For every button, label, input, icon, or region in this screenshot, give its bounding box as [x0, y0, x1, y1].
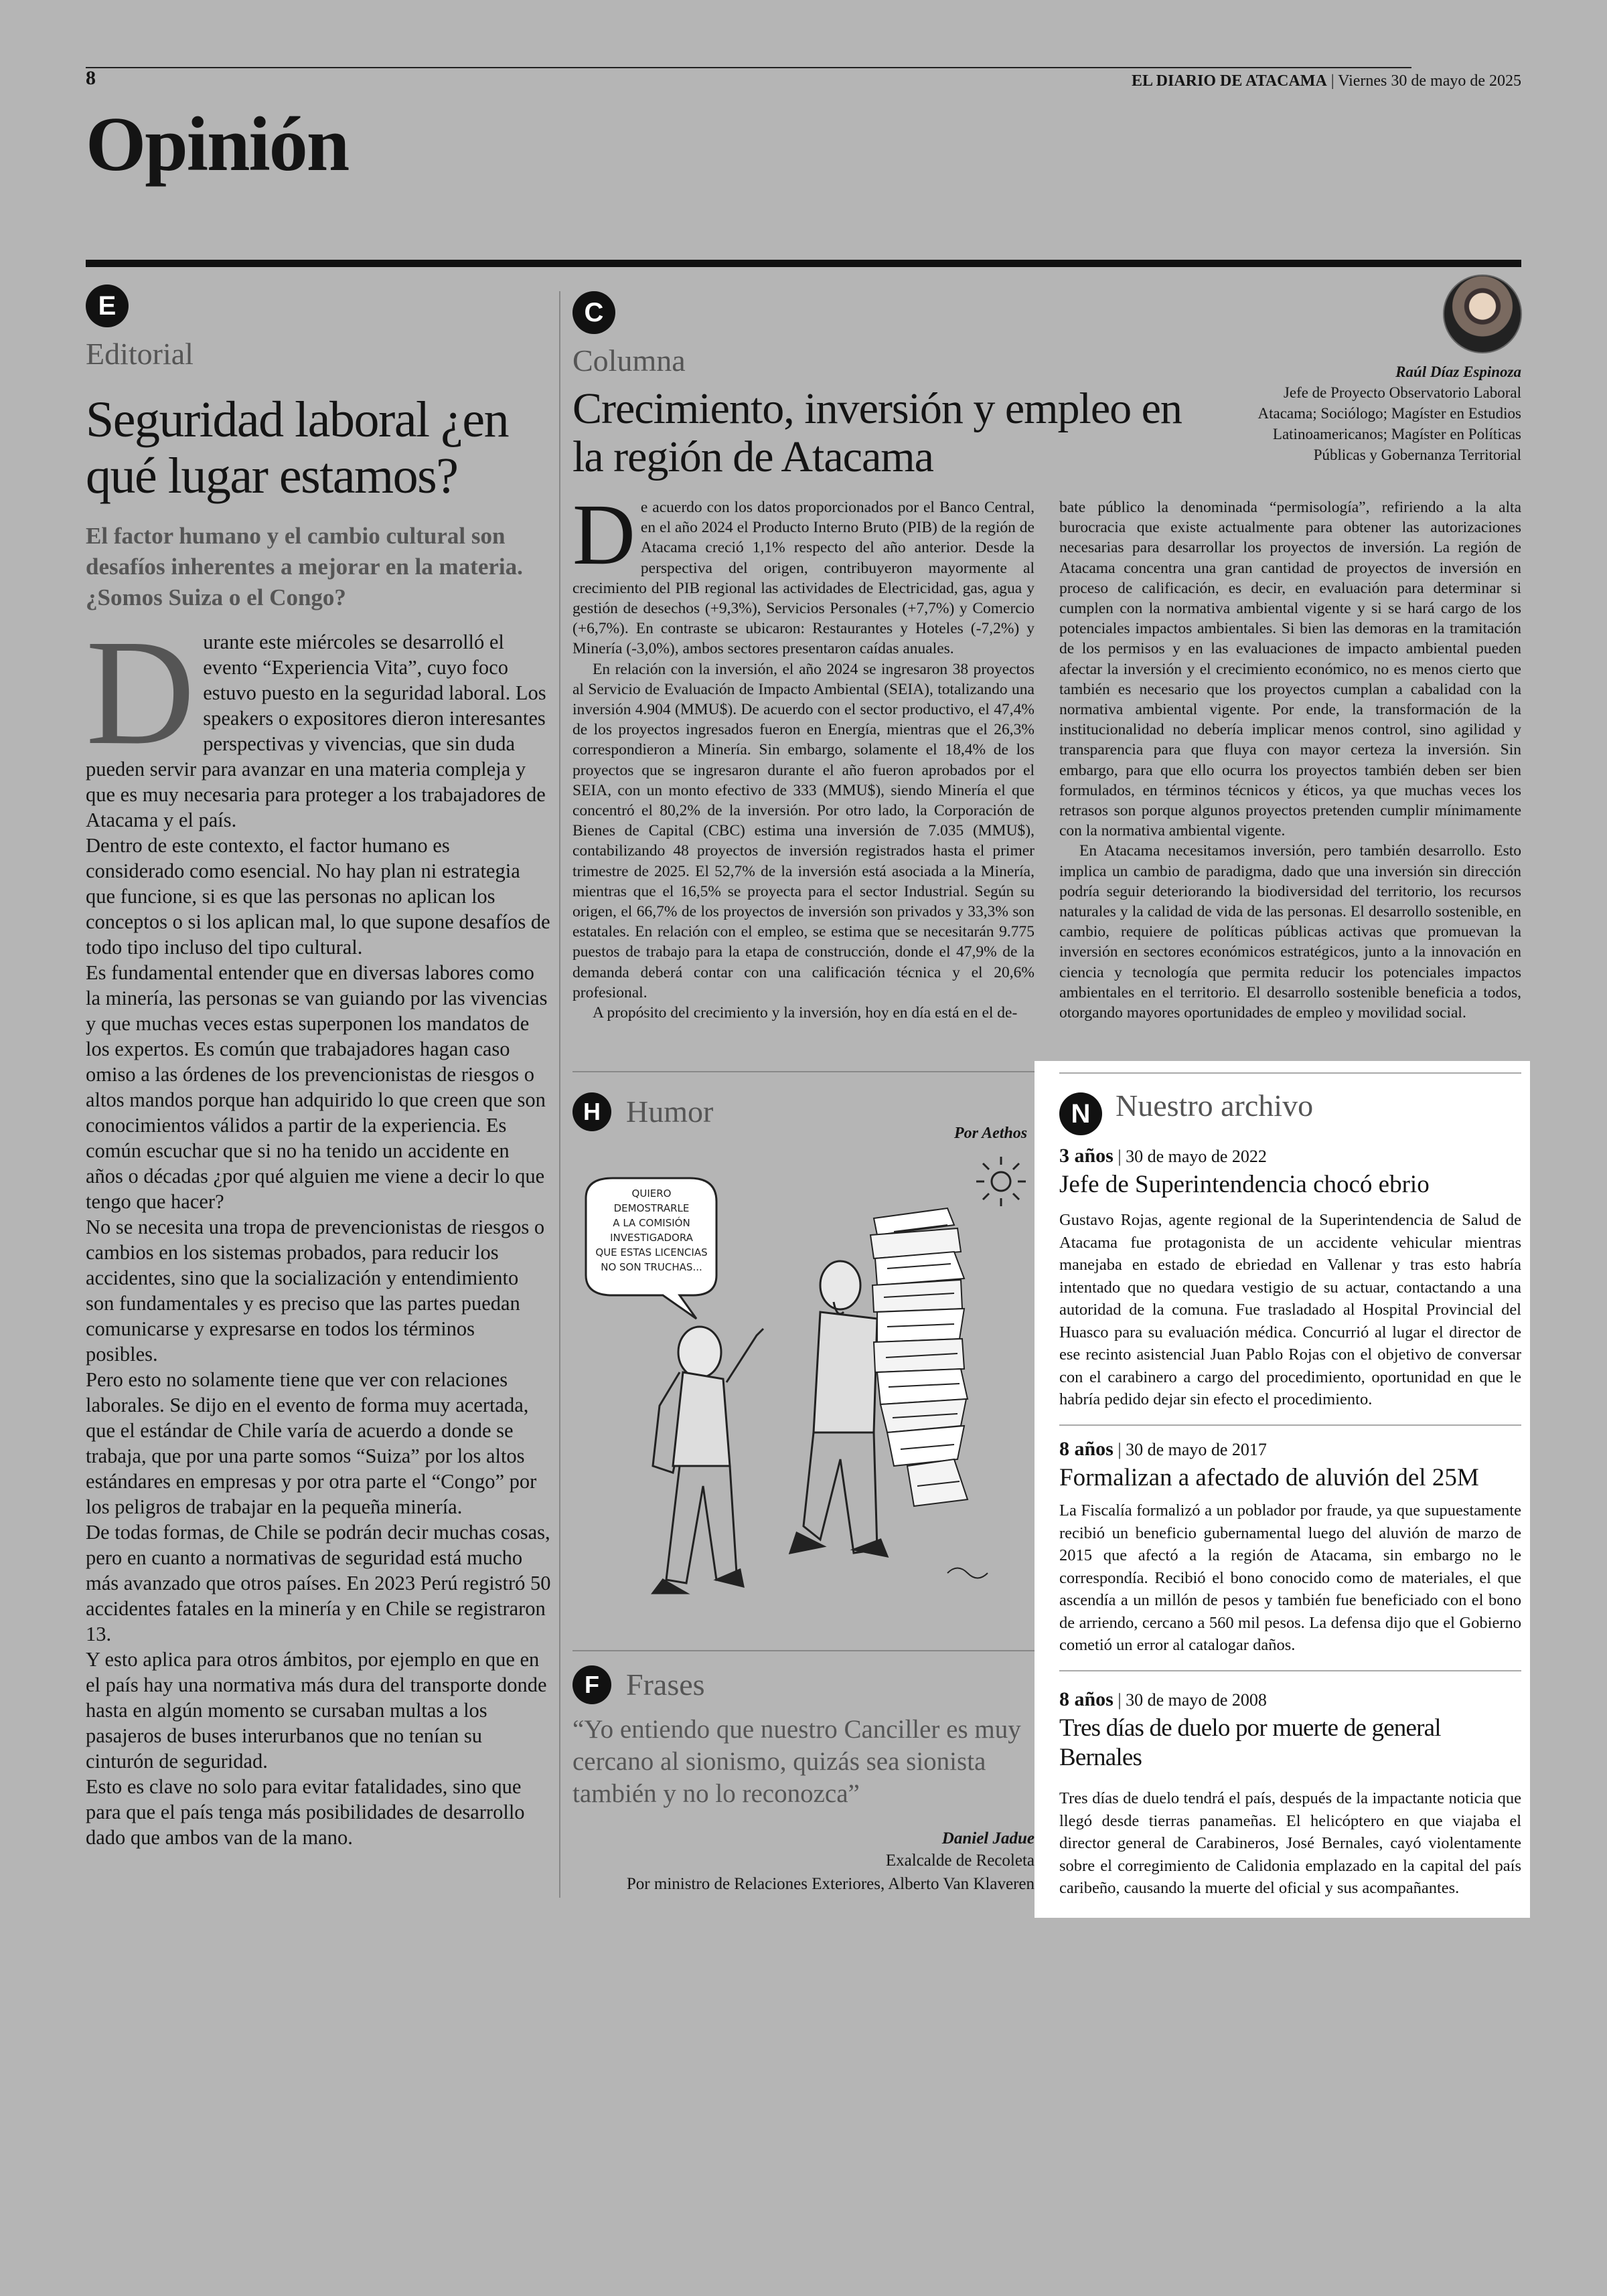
author-bio: Jefe de Proyecto Observatorio Laboral Atacama; Sociólogo; Magíster en Estudios Latinoamericanos; Magíster en Políticas Públicas y Gobernanza Territorial [1257, 384, 1521, 463]
humor-credit: Por Aethos [954, 1125, 1028, 1142]
editorial-paragraph: Es fundamental entender que en diversas labores como la minería, las personas se van guiando por las vivencias y que muchas veces estas superponen los mandatos de los expertos. Es común que trabajadores hagan caso omiso a las órdenes de los prevencionistas de riesgos o altos mandos porque han adquirido lo que creen que son conocimientos válidos a partir de la experiencia. Es común escuchar que si no ha tenido un accidente en años o décadas ¿por qué alguien me viene a decir lo que tengo que hacer? [86, 961, 548, 1213]
editorial-dek: El factor humano y el cambio cultural son desafíos inherentes a mejorar en la materia. ¿Somos Suiza o el Congo? [86, 523, 523, 610]
archive-badge: N [1059, 1092, 1102, 1135]
frases-badge: F [572, 1665, 611, 1704]
speech-line: DEMOSTRARLE [613, 1202, 690, 1214]
column-body-right [1059, 497, 1521, 1023]
archive-item-body: Tres días de duelo tendrá el país, después de la impactante noticia que llegó desde tierras panameñas. El helicóptero en que viajaba el director general de Carabineros, José Bernales, cayó violentamente sobre el corregimiento de Calidonia emplazado en la capital del país caribeño, causando la muerte del oficial y sus acompañantes. [1059, 1789, 1521, 1897]
page-number: 8 [86, 67, 96, 89]
editorial-paragraph: No se necesita una tropa de prevencionistas de riesgos o cambios en los sistemas probados, para reducir los accidentes, sino que la socialización y entendimiento son fundamentales y es preciso que las partes puedan comunicarse y expresarse en todos los términos posibles. [86, 1216, 545, 1366]
archive-item-meta: 3 años | 30 de mayo de 2022 [1059, 1145, 1267, 1167]
editorial-paragraph: Dentro de este contexto, el factor humano es considerado como esencial. No hay plan ni estrategia que funcione, si es que las personas no aplican los conceptos o si los aplican mal, lo que supone desafíos de todo tipo incluso del tipo cultural. [86, 834, 550, 959]
frases-title: Frases [626, 1667, 705, 1702]
author-byline [1233, 361, 1521, 465]
section-rule [86, 260, 1521, 267]
archive-item-meta: 8 años | 30 de mayo de 2008 [1059, 1688, 1267, 1710]
archive-item-headline: Tres días de duelo por muerte de general Bernales [1059, 1714, 1441, 1771]
archive-item [1059, 1145, 1521, 1411]
dateline: EL DIARIO DE ATACAMA | Viernes 30 de mayo de 2025 [1131, 72, 1521, 90]
editorial-badge: E [86, 284, 129, 327]
speech-line: NO SON TRUCHAS... [601, 1261, 702, 1273]
column-headline: Crecimiento, inversión y empleo en la región de Atacama [572, 384, 1182, 481]
speech-line: QUIERO [631, 1187, 672, 1200]
speech-line: QUE ESTAS LICENCIAS [595, 1246, 708, 1258]
archive-item [1059, 1688, 1521, 1900]
humor-rule [572, 1071, 1035, 1072]
column-paragraph: bate público la denominada “permisología”, refiriendo a la alta burocracia que existe actualmente para obtener las autorizaciones necesarias para desarrollar los proyectos de inversión. La región de Atacama concentra una gran cantidad de proyectos de inversión en proceso de calificación, es decir, en evaluación para determinar si cumplen con la normativa ambiental vigente y si se hará cargo de los potenciales impactos ambientales. Si bien las demoras en la tramitación de los permisos y en las evaluaciones de impacto ambiental pueden afectar la inversión y el crecimiento económico, no es menos cierto que también es necesario que los proyectos cumplan a cabalidad con la normativa ambiental vigente. Por ende, la transformación de la institucionalidad no debería implicar menos control, sino agilidad y transparencia para que fluya con mayor certeza la inversión. Sin embargo, para que ello ocurra los proyectos también deben ser bien formulados, en términos técnicos y éticos, ya que muchas veces los retrasos son porque algunos proyectos pretenden cumplir mínimamente con la normativa ambiental vigente. [1059, 499, 1521, 840]
archive-item [1059, 1438, 1521, 1657]
archive-item-headline: Formalizan a afectado de aluvión del 25M [1059, 1464, 1479, 1491]
speech-line: INVESTIGADORA [610, 1232, 693, 1244]
archive-top-rule [1059, 1072, 1521, 1074]
frases-rule [572, 1650, 1035, 1651]
humor-title: Humor [626, 1094, 714, 1129]
archive-item-body: La Fiscalía formalizó a un poblador por fraude, ya que supuestamente recibió un beneficio gubernamental luego del aluvión de marzo de 2015 que afectó a la región de Atacama, sin embargo no le correspondía. Recibió el bono conocido como de materiales, el que ascendía a un millón de pesos y también fue beneficiado con el bono de arriendo, cercano a 560 mil pesos. La defensa dijo que el Gobierno cometió un error al catalogar daños. [1059, 1501, 1521, 1654]
editorial-headline: Seguridad laboral ¿en qué lugar estamos? [86, 392, 509, 504]
section-title: Opinión [86, 102, 349, 187]
column-paragraph: En Atacama necesitamos inversión, pero también desarrollo. Esto implica un cambio de paradigma, dado que una inversión sin dirección podría seguir deteriorando la biodiversidad del territorio, los recursos naturales y la calidad de vida de las personas. El desarrollo sostenible, en cambio, requiere de políticas públicas activas que promuevan la inversión en sectores económicos estratégicos, junto a la innovación en ciencia y tecnología que permita reducir los potenciales impactos ambientales en el territorio. El desarrollo sostenible beneficia a todos, otorgando mayores oportunidades de empleo y movilidad social. [1059, 842, 1521, 1022]
editorial-paragraph: Durante este miércoles se desarrolló el evento “Experiencia Vita”, cuyo foco estuvo puesto en la seguridad laboral. Los speakers o expositores dieron interesantes perspectivas y vivencias, que sin duda pueden servir para avanzar en una materia compleja y que es muy necesaria para proteger a los trabajadores de Atacama y el país. [86, 608, 546, 831]
editorial-paragraph: Esto es clave no solo para evitar fatalidades, sino que para que el país tenga más posibilidades de desarrollo dado que ambos van de la mano. [86, 1775, 525, 1849]
archive-item-body: Gustavo Rojas, agente regional de la Superintendencia de Salud de Atacama fue protagonista de un accidente vehicular mientras manejaba en estado de ebriedad en Vallenar y tras esto habría intentado que no quedara vestigio de su actuar, contactando a una autoridad de la comuna. Fue trasladado al Hospital Provincial del Huasco para su evaluación médica. Concurrió al lugar el director de ese recinto asistencial Juan Pablo Rojas con el objetivo de conversar con el carabinero a cargo del procedimiento, oportunidad en que le habría pedido dejar sin efecto el procedimiento. [1059, 1211, 1521, 1408]
humor-badge: H [572, 1092, 611, 1131]
editorial-kicker: Editorial [86, 337, 194, 371]
frase-author: Daniel Jadue [941, 1829, 1035, 1848]
column-dropcap: D [572, 487, 635, 583]
top-rule [86, 67, 1411, 68]
author-name: Raúl Díaz Espinoza [1395, 363, 1521, 380]
column-paragraph: A propósito del crecimiento y la inversión, hoy en día está en el de- [593, 1004, 1018, 1022]
editorial-dropcap: D [86, 608, 196, 776]
editorial-paragraph: De todas formas, de Chile se podrán decir muchas cosas, pero en cuanto a normativas de seguridad está mucho más avanzado que otros países. En 2023 Perú registró 50 accidentes fatales en la minería y en Chile se registraron 13. [86, 1521, 551, 1645]
humor-cartoon [572, 1151, 1035, 1633]
archive-divider [1059, 1670, 1521, 1671]
archive-item-headline: Jefe de Superintendencia chocó ebrio [1059, 1171, 1430, 1198]
issue-date: Viernes 30 de mayo de 2025 [1338, 72, 1521, 90]
newspaper-name: EL DIARIO DE ATACAMA [1131, 72, 1327, 90]
column-paragraph: En relación con la inversión, el año 2024 se ingresaron 38 proyectos al Servicio de Evaluación de Impacto Ambiental (SEIA), totalizando una inversión 4.904 (MMU$). De acuerdo con el sector productivo, el 47,4% de los proyectos ingresados fueron en Energía, mientras que el 26,3% correspondieron a Minería. Sin embargo, solamente el 18,4% de los proyectos que se ingresaron durante el año fueron aprobados por el SEIA, con un monto efectivo de 333 (MMU$), siendo Minería el que concentró el 80,2% de la inversión. Por otro lado, la Corporación de Bienes de Capital (CBC) estima una inversión de 7.035 (MMU$), contabilizando 48 proyectos de inversión registrados hasta el primer trimestre de 2025. El 52,7% de la inversión está asociada a la Minería, mientras que el 16,5% se proyecta para el sector Industrial. Según su origen, el 66,7% de los proyectos de inversión son privados y 33,3% son estatales. En relación con el empleo, se estima que se necesitarán 9.775 puestos de trabajo para la etapa de construcción, donde el 47,9% de la demanda deberá contar con una calificación técnica y el 20,6% profesional. [572, 660, 1035, 1001]
frase-context: Por ministro de Relaciones Exteriores, Alberto Van Klaveren [626, 1875, 1035, 1893]
editorial-body [86, 608, 551, 1850]
archive-title: Nuestro archivo [1116, 1088, 1314, 1123]
column-paragraph: De acuerdo con los datos proporcionados por el Banco Central, en el año 2024 el Producto Interno Bruto (PIB) de la región de Atacama creció 1,1% respecto del año anterior. Desde la perspectiva del origen, contribuyeron mayormente al crecimiento del PIB regional las actividades de Electricidad, gas, agua y gestión de desechos (+9,3%), Servicios Personales (+7,7%) y Comercio (+6,7%). En contraste se ubicaron: Restaurantes y Hoteles (-7,2%) y Minería (-3,0%), ambos sectores presentaron caídas anuales. [572, 487, 1035, 658]
author-photo [1443, 274, 1522, 353]
frase-quote: “Yo entiendo que nuestro Canciller es muy cercano al sionismo, quizás sea sionista también y no lo reconozca” [572, 1715, 1021, 1808]
column-kicker: Columna [572, 343, 686, 378]
archive-item-meta: 8 años | 30 de mayo de 2017 [1059, 1438, 1267, 1460]
frase-author-role: Exalcalde de Recoleta [885, 1852, 1035, 1870]
column-body-left [572, 487, 1035, 1023]
archive-divider [1059, 1424, 1521, 1426]
column-divider [559, 291, 560, 1898]
editorial-paragraph: Y esto aplica para otros ámbitos, por ejemplo en que en el país hay una normativa más dura del transporte donde hasta en algún momento se cursaban multas a los pasajeros de buses interurbanos que no tenían su cinturón de seguridad. [86, 1648, 547, 1773]
column-badge: C [572, 291, 615, 334]
editorial-paragraph: Pero esto no solamente tiene que ver con relaciones laborales. Se dijo en el evento de forma muy acertada, que el estándar de Chile varía de acuerdo a donde se trabaja, que por una parte somos “Suiza” por los altos estándares en empresas y por otra parte el “Congo” por los peligros de trabajar en la pequeña minería. [86, 1368, 537, 1518]
speech-line: A LA COMISIÓN [613, 1217, 690, 1229]
